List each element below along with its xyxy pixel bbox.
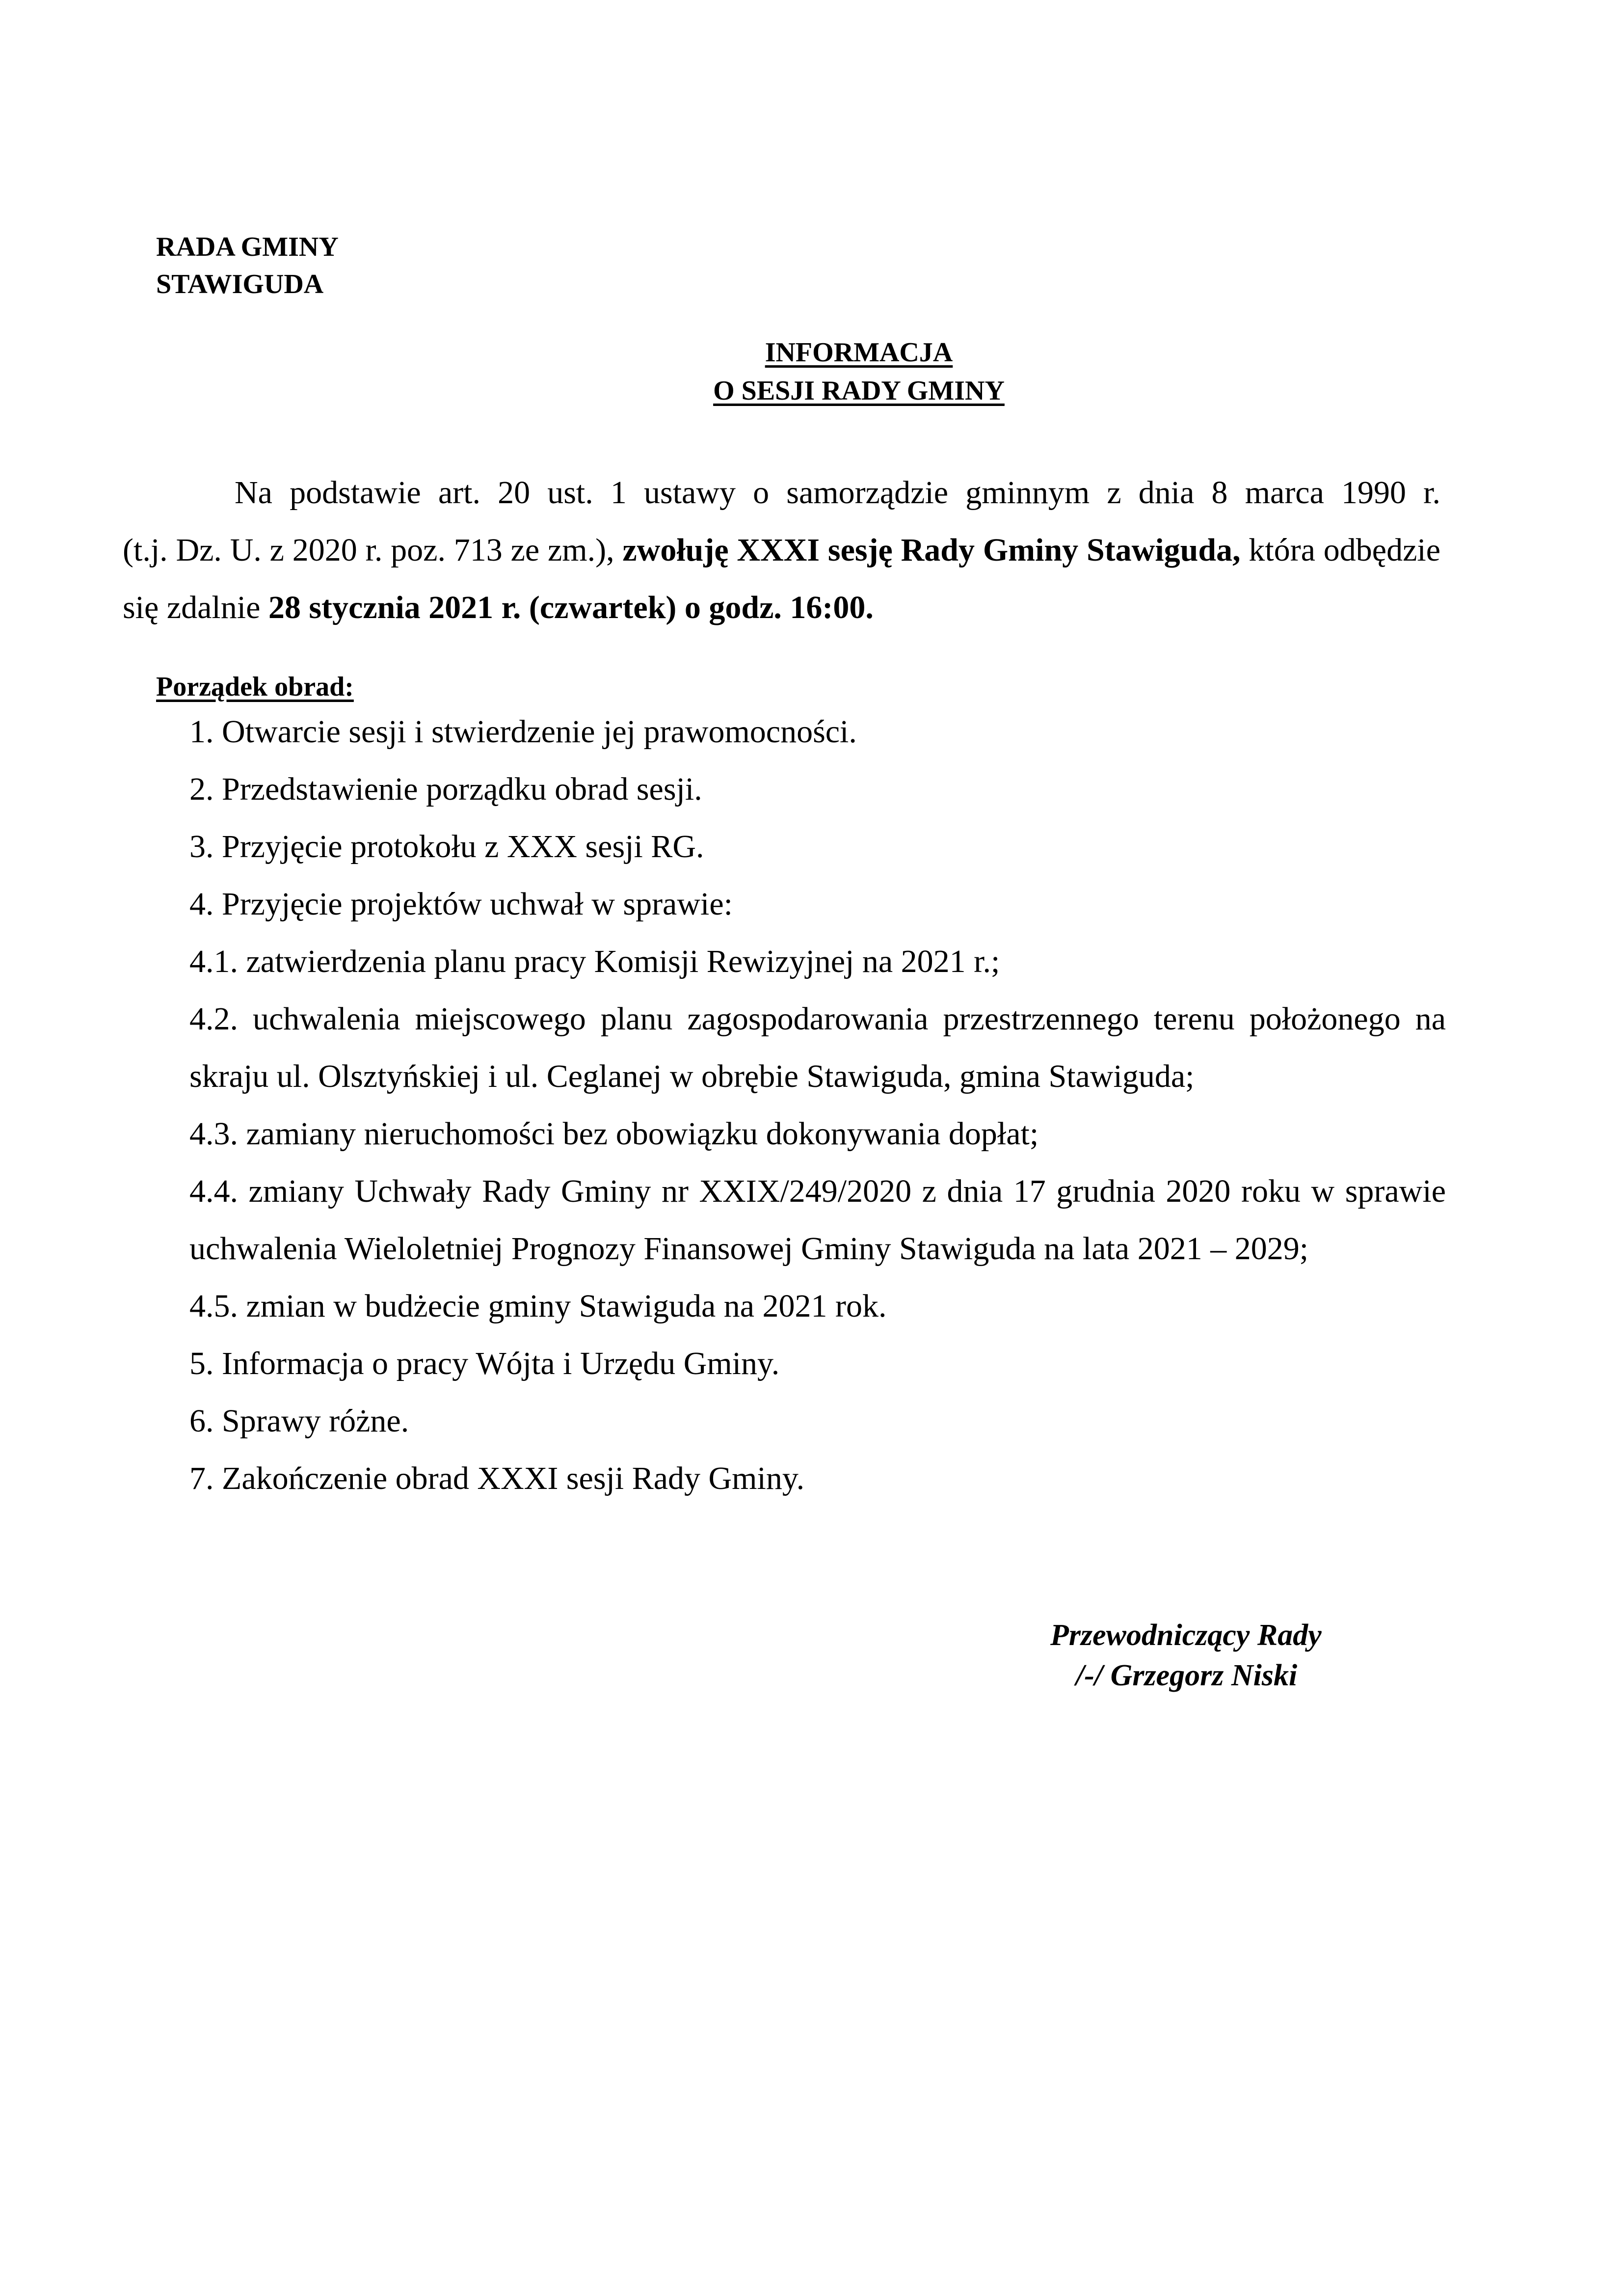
agenda-subitem: 4.1. zatwierdzenia planu pracy Komisji Rewizyjnej na 2021 r.; [189, 944, 1000, 979]
agenda-subitem: 4.4. zmiany Uchwały Rady Gminy nr XXIX/249/2020 z dnia 17 grudnia 2020 roku w sprawie [189, 1173, 1446, 1209]
agenda-item: 5. Informacja o pracy Wójta i Urzędu Gminy. [189, 1346, 780, 1381]
session-mode: się zdalnie [123, 590, 268, 625]
agenda-subitem-continuation: uchwalenia Wieloletniej Prognozy Finansowej Gminy Stawiguda na lata 2021 – 2029; [189, 1231, 1309, 1267]
intro-line-2-tail: która odbędzie [1240, 532, 1440, 568]
agenda-item: 1. Otwarcie sesji i stwierdzenie jej prawomocności. [189, 714, 857, 750]
title-line-1: INFORMACJA [765, 337, 953, 368]
signature-block [1050, 1615, 1322, 1696]
intro-paragraph [123, 464, 1440, 636]
signatory-title: Przewodniczący Rady [1050, 1619, 1322, 1652]
agenda-item: 4. Przyjęcie projektów uchwał w sprawie: [189, 886, 733, 922]
document-title [491, 335, 1227, 408]
agenda-item: 7. Zakończenie obrad XXXI sesji Rady Gminy. [189, 1460, 805, 1496]
agenda-subitem-continuation: skraju ul. Olsztyńskiej i ul. Ceglanej w obrębie Stawiguda, gmina Stawiguda; [189, 1058, 1195, 1094]
agenda-heading: Porządek obrad: [156, 672, 354, 702]
legal-reference: (t.j. Dz. U. z 2020 r. poz. 713 ze zm.), [123, 532, 623, 568]
agenda-list [189, 703, 1446, 1507]
intro-line-3 [123, 579, 1440, 636]
agenda-subitem: 4.2. uchwalenia miejscowego planu zagospodarowania przestrzennego terenu położonego na [189, 1001, 1446, 1037]
title-line-2: O SESJI RADY GMINY [713, 376, 1005, 406]
agenda-item: 2. Przedstawienie porządku obrad sesji. [189, 771, 702, 807]
agenda-subitem: 4.3. zamiany nieruchomości bez obowiązku dokonywania dopłat; [189, 1116, 1039, 1152]
agenda-item: 3. Przyjęcie protokołu z XXX sesji RG. [189, 829, 704, 864]
council-name: RADA GMINY [156, 232, 339, 262]
agenda-subitem: 4.5. zmian w budżecie gminy Stawiguda na 2021 rok. [189, 1288, 887, 1324]
convocation-statement: zwołuję XXXI sesję Rady Gminy Stawiguda, [622, 532, 1241, 568]
session-date-time: 28 stycznia 2021 r. (czwartek) o godz. 16:00. [268, 590, 874, 625]
municipality-name: STAWIGUDA [156, 269, 324, 299]
intro-line-2 [123, 521, 1440, 579]
agenda-item: 6. Sprawy różne. [189, 1403, 409, 1439]
intro-line-1: Na podstawie art. 20 ust. 1 ustawy o samorządzie gminnym z dnia 8 marca 1990 r. [235, 475, 1440, 511]
signatory-name: /-/ Grzegorz Niski [1076, 1659, 1298, 1692]
